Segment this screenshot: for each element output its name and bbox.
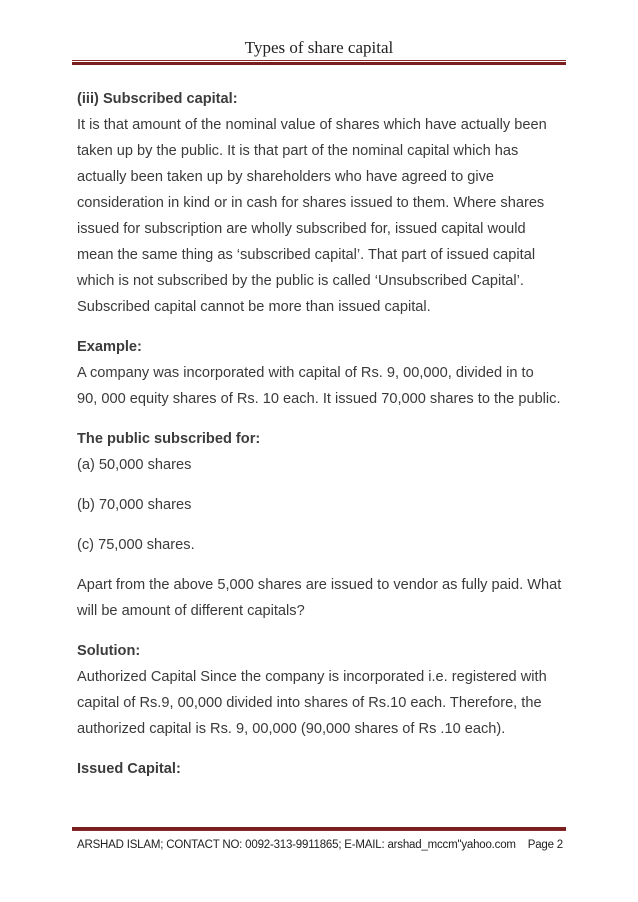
body-line: It is that amount of the nominal value of shares which have actually been <box>77 117 547 133</box>
body-line: consideration in kind or in cash for shares issued to them. Where shares <box>77 195 545 211</box>
footer-page-number: Page 2 <box>527 839 563 851</box>
option-c: (c) 75,000 shares. <box>77 537 195 553</box>
body-line: capital of Rs.9, 00,000 divided into shares of Rs.10 each. Therefore, the <box>77 695 542 711</box>
solution-heading: Solution: <box>77 643 141 659</box>
option-b: (b) 70,000 shares <box>77 497 192 513</box>
body-line: mean the same thing as ‘subscribed capital’. That part of issued capital <box>77 247 536 263</box>
body-line: Subscribed capital cannot be more than issued capital. <box>77 299 431 315</box>
body-line: actually been taken up by shareholders who have agreed to give <box>77 169 495 185</box>
body-line: Authorized Capital Since the company is incorporated i.e. registered with <box>77 669 547 685</box>
subscribed-capital-heading: (iii) Subscribed capital: <box>77 91 238 107</box>
public-subscribed-heading: The public subscribed for: <box>77 431 261 447</box>
example-heading: Example: <box>77 339 142 355</box>
body-line: Apart from the above 5,000 shares are issued to vendor as fully paid. What <box>77 577 562 593</box>
header-rule <box>72 60 566 65</box>
body-line: issued for subscription are wholly subscribed for, issued capital would <box>77 221 526 237</box>
issued-capital-heading: Issued Capital: <box>77 761 181 777</box>
footer-contact: ARSHAD ISLAM; CONTACT NO: 0092-313-9911865; E-MAIL: arshad_mccm"yahoo.com <box>77 839 516 851</box>
body-line: which is not subscribed by the public is called ‘Unsubscribed Capital’. <box>77 273 524 289</box>
page-header-title: Types of share capital <box>244 38 394 57</box>
body-line: A company was incorporated with capital of Rs. 9, 00,000, divided in to <box>77 365 534 381</box>
body-line: authorized capital is Rs. 9, 00,000 (90,000 shares of Rs .10 each). <box>77 721 506 737</box>
body-line: 90, 000 equity shares of Rs. 10 each. It issued 70,000 shares to the public. <box>77 391 561 407</box>
body-line: taken up by the public. It is that part of the nominal capital which has <box>77 143 519 159</box>
page-footer <box>77 839 563 851</box>
option-a: (a) 50,000 shares <box>77 457 192 473</box>
document-body <box>77 86 567 782</box>
body-line: will be amount of different capitals? <box>77 603 305 619</box>
footer-rule <box>72 826 566 831</box>
